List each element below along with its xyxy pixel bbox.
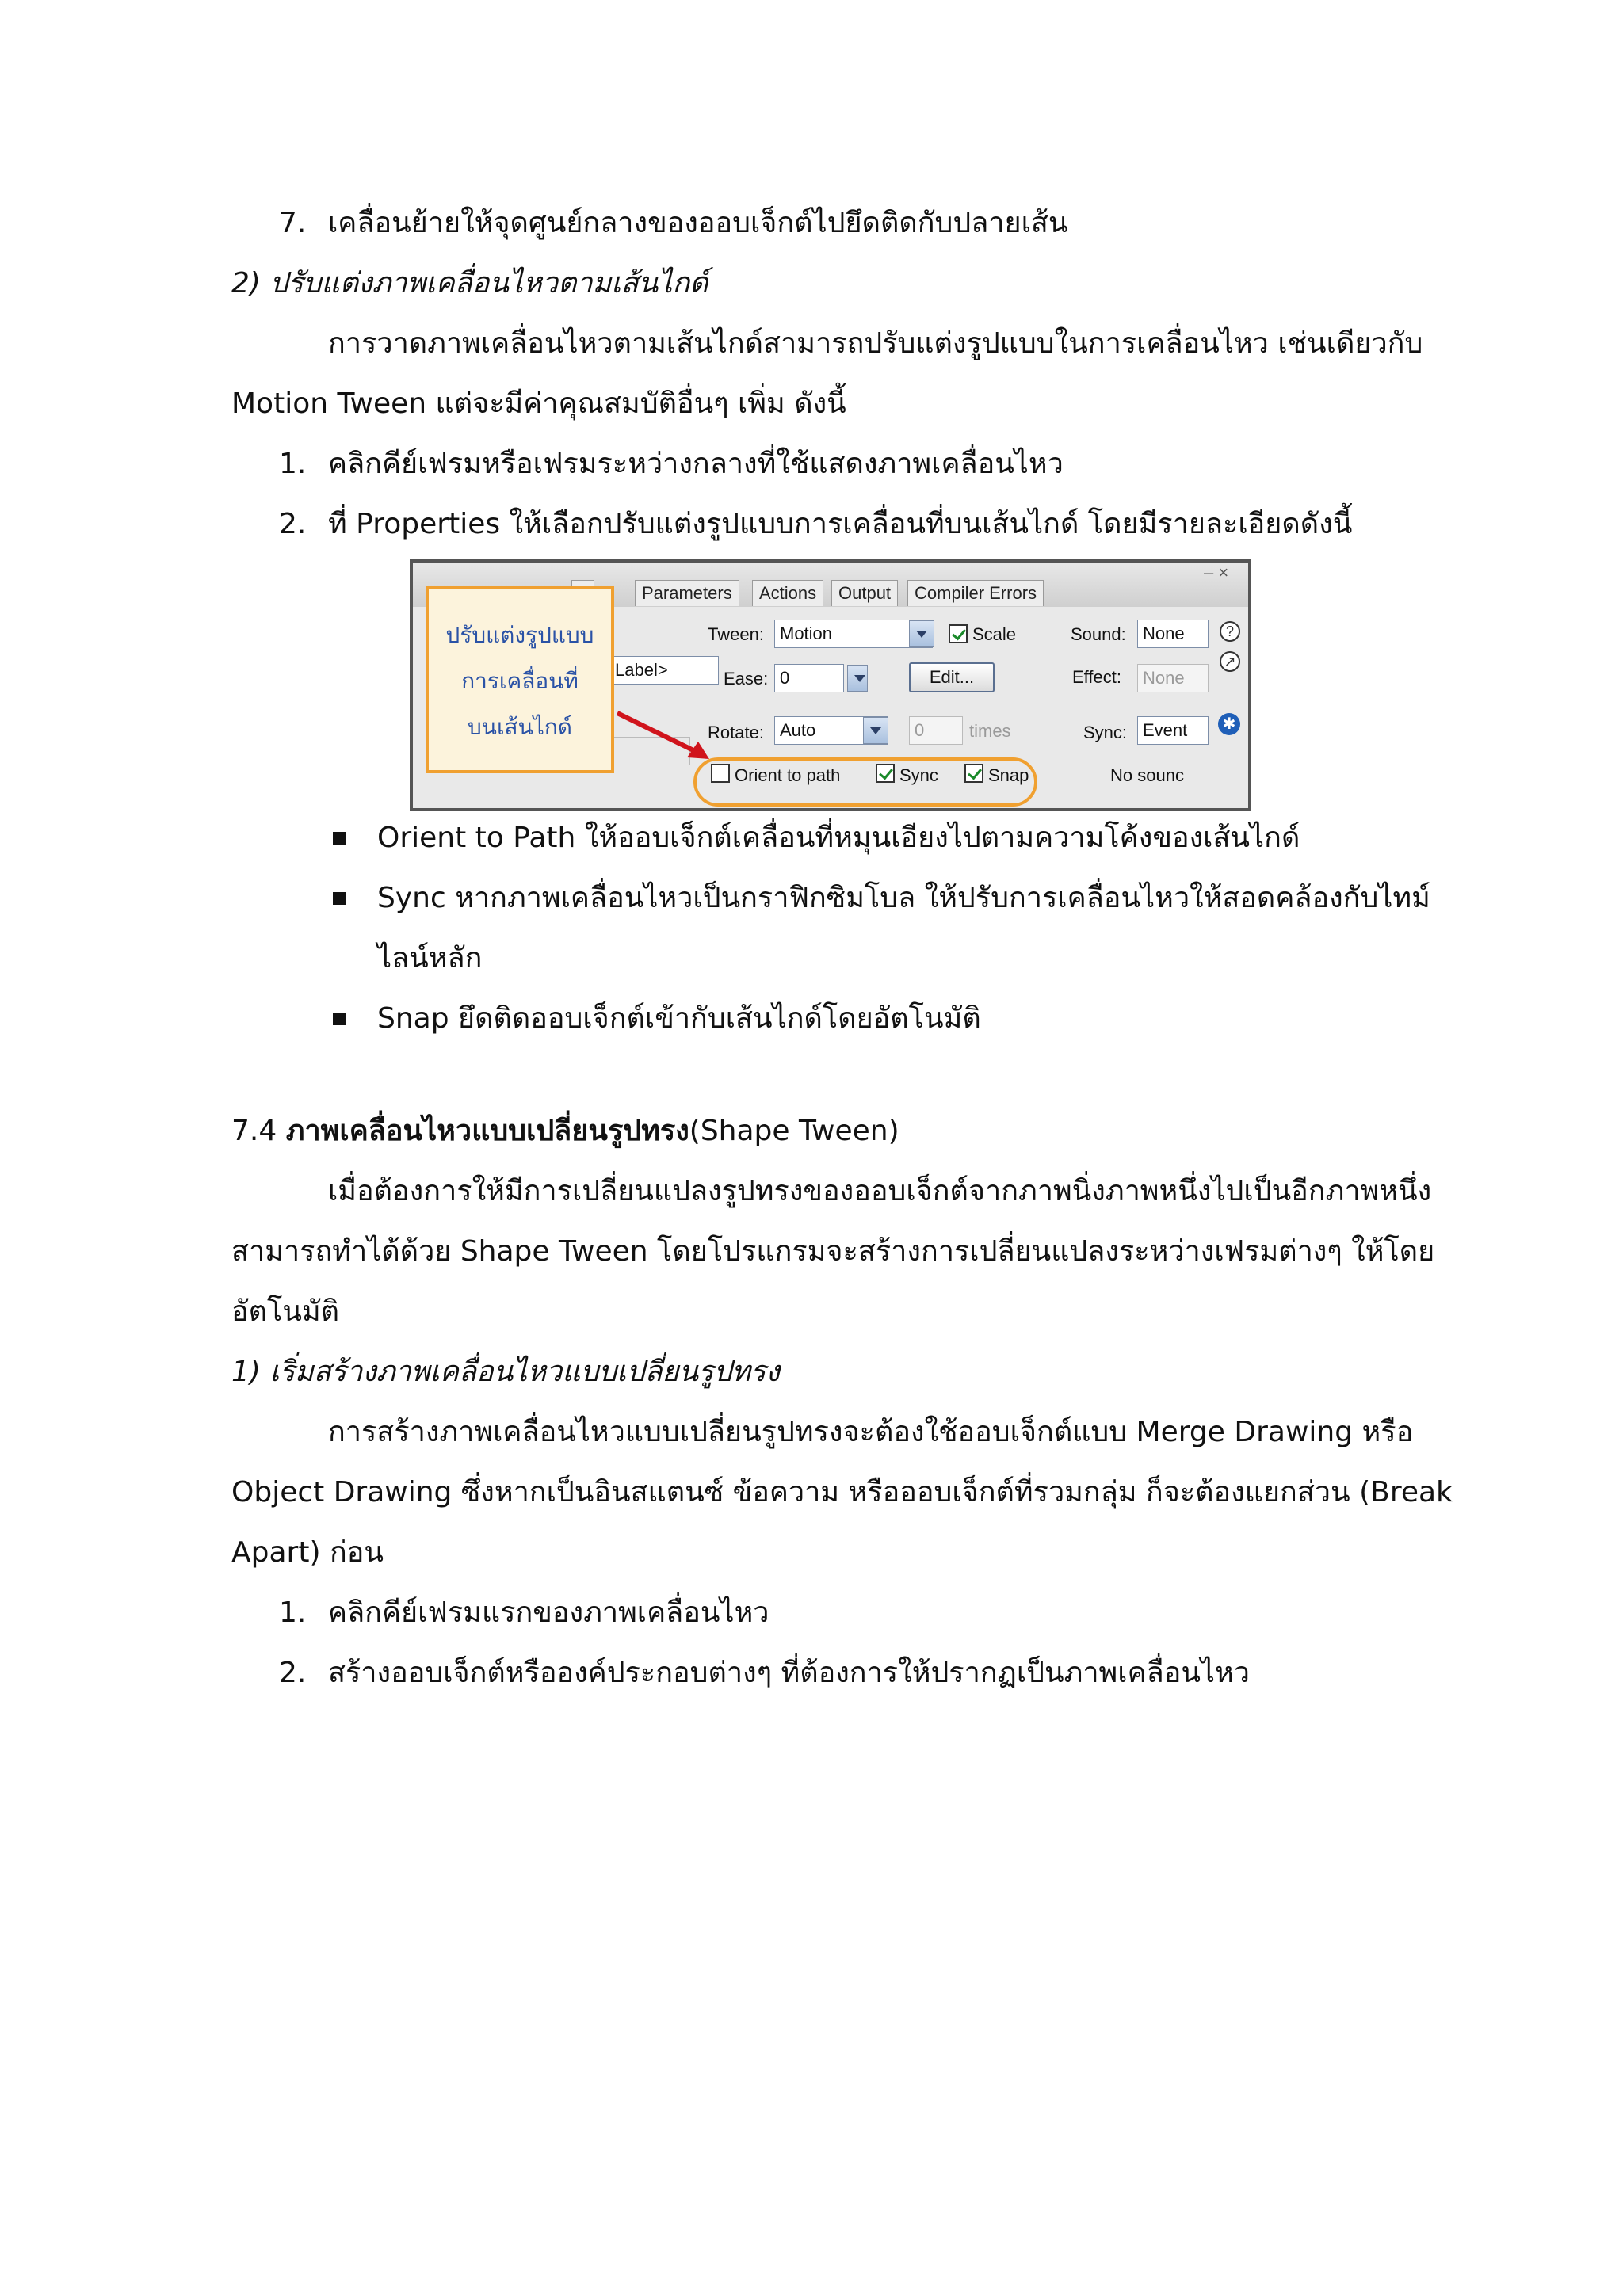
step-number: 2. [279,508,307,540]
step-number: 1. [279,1596,307,1629]
callout-line-3: บนเส้นไกด์ [468,715,572,739]
paragraph-2-line-1: เมื่อต้องการให้มีการเปลี่ยนแปลงรูปทรงของออบเจ็กต์จากภาพนิ่งภาพหนึ่งไปเป็นอีกภาพหนึ่ง [328,1175,1432,1207]
section-title-english: (Shape Tween) [689,1115,899,1147]
paragraph-2-line-3: อัตโนมัติ [231,1295,340,1328]
sync-type-label: Sync: [1083,723,1128,742]
step-text: คลิกคีย์เฟรมหรือเฟรมระหว่างกลางที่ใช้แสดงภาพเคลื่อนไหว [328,448,1064,480]
help-icon[interactable]: ? [1220,621,1240,642]
times-label: times [969,721,1011,741]
chevron-down-icon[interactable] [847,665,868,692]
step-7 [279,204,1068,242]
step-a1 [279,445,1064,483]
tab-output[interactable]: Output [831,580,898,606]
edit-button[interactable]: Edit... [909,662,995,692]
tween-select[interactable]: Motion [774,620,933,648]
accessibility-icon[interactable]: ✱ [1218,713,1240,735]
snap-label: Snap [988,765,1029,785]
callout-box [426,586,614,773]
bullet-marker [333,892,346,905]
properties-panel-screenshot [410,559,1251,811]
no-sound-text: No sounc [1110,765,1184,785]
effect-select[interactable]: None [1137,664,1209,692]
paragraph-1-line-2: Motion Tween แต่จะมีค่าคุณสมบัติอื่นๆ เพิ่ม ดังนี้ [231,387,846,420]
tween-label: Tween: [708,624,764,644]
step-text: สร้างออบเจ็กต์หรือองค์ประกอบต่างๆ ที่ต้องการให้ปรากฏเป็นภาพเคลื่อนไหว [328,1657,1250,1689]
paragraph-3-line-3: Apart) ก่อน [231,1536,384,1569]
section-title-thai: ภาพเคลื่อนไหวแบบเปลี่ยนรูปทรง [285,1115,689,1147]
bullet-sync-line-2: ไลน์หลัก [377,942,483,974]
bullet-marker [333,832,346,845]
paragraph-2-line-2: สามารถทำได้ด้วย Shape Tween โดยโปรแกรมจะสร้างการเปลี่ยนแปลงระหว่างเฟรมต่างๆ ให้โดย [231,1235,1435,1268]
sound-label: Sound: [1071,624,1126,644]
callout-arrow [611,705,722,769]
section-number: 7.4 [231,1115,277,1147]
bullet-marker [333,1013,346,1025]
step-b2 [279,1654,1250,1692]
frame-label-field[interactable]: Label> [609,656,719,685]
step-number: 1. [279,448,307,480]
callout-line-1: ปรับแต่งรูปแบบ [445,623,594,647]
tab-actions[interactable]: Actions [752,580,823,606]
window-controls-icon[interactable]: – × [1204,563,1229,582]
step-a2 [279,505,1352,543]
scale-checkbox[interactable] [949,624,968,643]
bullet-snap: Snap ยึดติดออบเจ็กต์เข้ากับเส้นไกด์โดยอัตโนมัติ [377,1002,981,1035]
sync-label: Sync [899,765,938,785]
chevron-down-icon[interactable] [909,620,934,647]
tab-parameters[interactable]: Parameters [635,580,739,606]
paragraph-3-line-1: การสร้างภาพเคลื่อนไหวแบบเปลี่ยนรูปทรงจะต้องใช้ออบเจ็กต์แบบ Merge Drawing หรือ [328,1416,1414,1448]
rotate-times-input[interactable]: 0 [909,716,963,745]
bullet-sync-line-1: Sync หากภาพเคลื่อนไหวเป็นกราฟิกซิมโบล ให้ปรับการเคลื่อนไหวให้สอดคล้องกับไทม์ [377,882,1430,914]
tab-compiler-errors[interactable]: Compiler Errors [907,580,1044,606]
step-number: 7. [279,207,307,239]
rotate-select[interactable]: Auto [774,716,888,745]
step-text: ที่ Properties ให้เลือกปรับแต่งรูปแบบการเคลื่อนที่บนเส้นไกด์ โดยมีรายละเอียดดังนี้ [328,508,1353,540]
chevron-down-icon[interactable] [863,717,888,744]
step-text: เคลื่อนย้ายให้จุดศูนย์กลางของออบเจ็กต์ไปยึดติดกับปลายเส้น [328,207,1068,239]
sync-type-select[interactable]: Event [1137,716,1209,745]
sound-select[interactable]: None [1137,620,1209,648]
rotate-label: Rotate: [708,723,764,742]
effect-label: Effect: [1072,667,1121,687]
highlight-ring [693,757,1037,807]
step-text: คลิกคีย์เฟรมแรกของภาพเคลื่อนไหว [328,1596,769,1629]
step-b1 [279,1594,769,1632]
callout-line-2: การเคลื่อนที่ [461,669,579,693]
ease-label: Ease: [724,669,769,688]
paragraph-1-line-1: การวาดภาพเคลื่อนไหวตามเส้นไกด์สามารถปรับแต่งรูปแบบในการเคลื่อนไหว เช่นเดียวกับ [328,327,1423,360]
section-heading [231,1112,899,1150]
bullet-orient-to-path: Orient to Path ให้ออบเจ็กต์เคลื่อนที่หมุนเอียงไปตามความโค้งของเส้นไกด์ [377,822,1300,854]
step-number: 2. [279,1657,307,1689]
paragraph-3-line-2: Object Drawing ซึ่งหากเป็นอินสแตนซ์ ข้อความ หรือออบเจ็กต์ที่รวมกลุ่ม ก็จะต้องแยกส่วน (Break [231,1476,1453,1508]
edit-sound-icon[interactable]: ↗ [1220,651,1240,672]
orient-to-path-label: Orient to path [735,765,841,785]
subheading-adjust-guide: 2) ปรับแต่งภาพเคลื่อนไหวตามเส้นไกด์ [231,267,708,299]
ease-input[interactable]: 0 [774,664,844,692]
scale-label: Scale [972,624,1017,644]
subheading-start-shape-tween: 1) เริ่มสร้างภาพเคลื่อนไหวแบบเปลี่ยนรูปทรง [231,1356,780,1388]
